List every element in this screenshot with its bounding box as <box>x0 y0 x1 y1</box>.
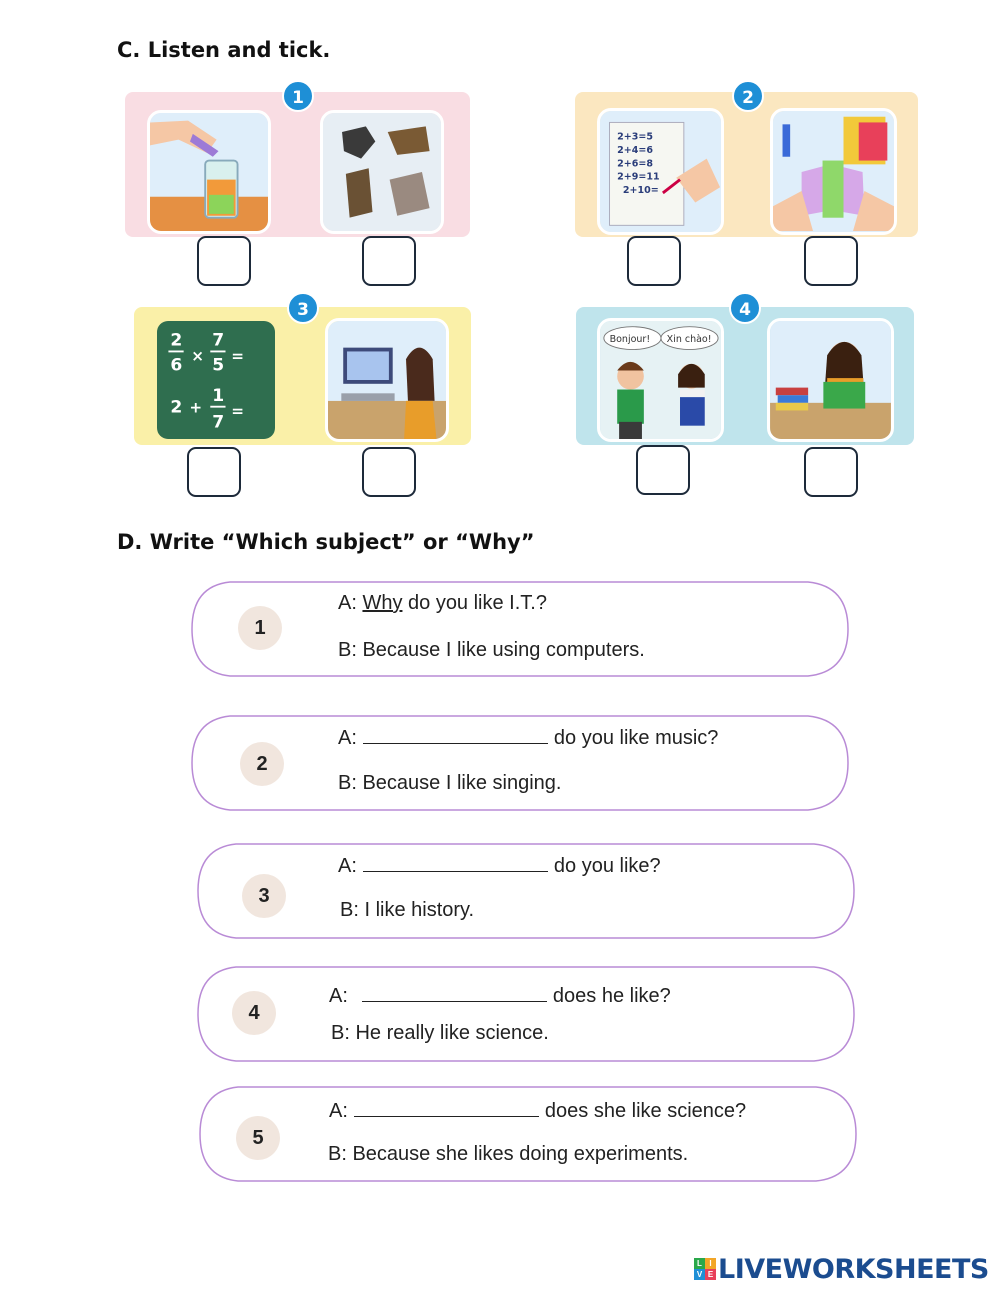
frac-bot-num: 1 <box>212 385 225 406</box>
dialog-5-a-rest: does she like science? <box>544 1100 747 1122</box>
frac-bot-den: 7 <box>212 412 225 433</box>
item-3-tick-box-left[interactable] <box>187 447 241 497</box>
dialog-2-line-b: B: Because I like singing. <box>338 772 562 794</box>
sum-4: 2+9=11 <box>617 171 660 183</box>
item-1-tick-box-right[interactable] <box>362 236 416 286</box>
dialog-4-answer-blank[interactable] <box>362 983 547 1002</box>
dialog-2-line-a <box>338 725 718 750</box>
section-c-heading: C. Listen and tick. <box>117 38 331 62</box>
item-2-tick-box-right[interactable] <box>804 236 858 286</box>
section-d-heading: D. Write “Which subject” or “Why” <box>117 530 535 554</box>
svg-text:=: = <box>231 346 244 365</box>
dialog-2-answer-blank[interactable] <box>363 725 548 744</box>
item-4-picture-reading <box>767 318 894 442</box>
dialog-5-line-b: B: Because she likes doing experiments. <box>328 1143 689 1165</box>
bubble-right: Xin chào! <box>666 333 712 345</box>
svg-text:+: + <box>189 398 203 417</box>
dialog-2-number-badge: 2 <box>240 742 284 786</box>
dialog-4-number-badge: 4 <box>232 991 276 1035</box>
dialog-4 <box>196 965 856 1063</box>
item-1-number: 1 <box>282 80 314 112</box>
dialog-4-a-prefix: A: <box>329 985 348 1007</box>
dialog-5-line-a <box>329 1098 746 1123</box>
sum-5: 2+10= <box>622 184 659 196</box>
item-2-picture-crafts <box>770 108 897 235</box>
dialog-1 <box>190 580 850 678</box>
dialog-4-line-b: B: He really like science. <box>331 1022 549 1044</box>
liveworksheets-logo <box>694 1254 989 1284</box>
frac-mid-den: 5 <box>212 355 225 376</box>
sum-2: 2+4=6 <box>617 144 653 156</box>
dialog-5 <box>198 1085 858 1183</box>
item-2-tick-box-left[interactable] <box>627 236 681 286</box>
dialog-2-a-rest: do you like music? <box>553 727 719 749</box>
dialog-3 <box>196 842 856 940</box>
item-2-number: 2 <box>732 80 764 112</box>
dialog-2-a-prefix: A: <box>338 727 357 749</box>
frac-bot-whole: 2 <box>170 397 183 418</box>
dialog-3-number-badge: 3 <box>242 874 286 918</box>
dialog-2 <box>190 714 850 812</box>
dialog-4-line-a <box>329 983 671 1008</box>
dialog-5-a-prefix: A: <box>329 1100 348 1122</box>
frac-top-den: 6 <box>170 355 183 376</box>
dialog-1-answer: Why <box>362 592 403 614</box>
dialog-1-line-b: B: Because I like using computers. <box>338 639 645 661</box>
dialog-3-a-prefix: A: <box>338 855 357 877</box>
dialog-5-number-badge: 5 <box>236 1116 280 1160</box>
bubble-left: Bonjour! <box>609 333 651 345</box>
item-4-tick-box-left[interactable] <box>636 445 690 495</box>
item-3-picture-fractions <box>154 318 278 442</box>
dialog-1-a-rest: do you like I.T.? <box>402 592 547 614</box>
dialog-1-number-badge: 1 <box>238 606 282 650</box>
dialog-3-line-a <box>338 853 661 878</box>
sum-3: 2+6=8 <box>617 158 653 170</box>
dialog-4-a-rest: does he like? <box>552 985 671 1007</box>
item-4-number: 4 <box>729 292 761 324</box>
item-1-tick-box-left[interactable] <box>197 236 251 286</box>
item-1-picture-experiment <box>147 110 271 234</box>
item-3-number: 3 <box>287 292 319 324</box>
dialog-3-line-b: B: I like history. <box>340 899 475 921</box>
frac-top-num: 2 <box>170 330 183 351</box>
dialog-3-answer-blank[interactable] <box>363 853 548 872</box>
dialog-1-line-a <box>338 592 547 615</box>
item-4-tick-box-right[interactable] <box>804 447 858 497</box>
item-4-picture-greetings <box>597 318 724 442</box>
dialog-3-a-rest: do you like? <box>553 855 661 877</box>
logo-text: LIVEWORKSHEETS <box>718 1253 989 1285</box>
item-1-picture-artifacts <box>320 110 444 234</box>
item-3-tick-box-right[interactable] <box>362 447 416 497</box>
item-2-picture-maths <box>597 108 724 235</box>
svg-text:=: = <box>231 402 244 421</box>
dialog-5-answer-blank[interactable] <box>354 1098 539 1117</box>
frac-mid-num: 7 <box>212 330 225 351</box>
logo-mark-icon: L I V E <box>694 1258 716 1280</box>
svg-text:×: × <box>191 346 205 365</box>
sum-1: 2+3=5 <box>617 131 653 143</box>
dialog-1-a-prefix: A: <box>338 592 363 614</box>
item-3-picture-computer <box>325 318 449 442</box>
